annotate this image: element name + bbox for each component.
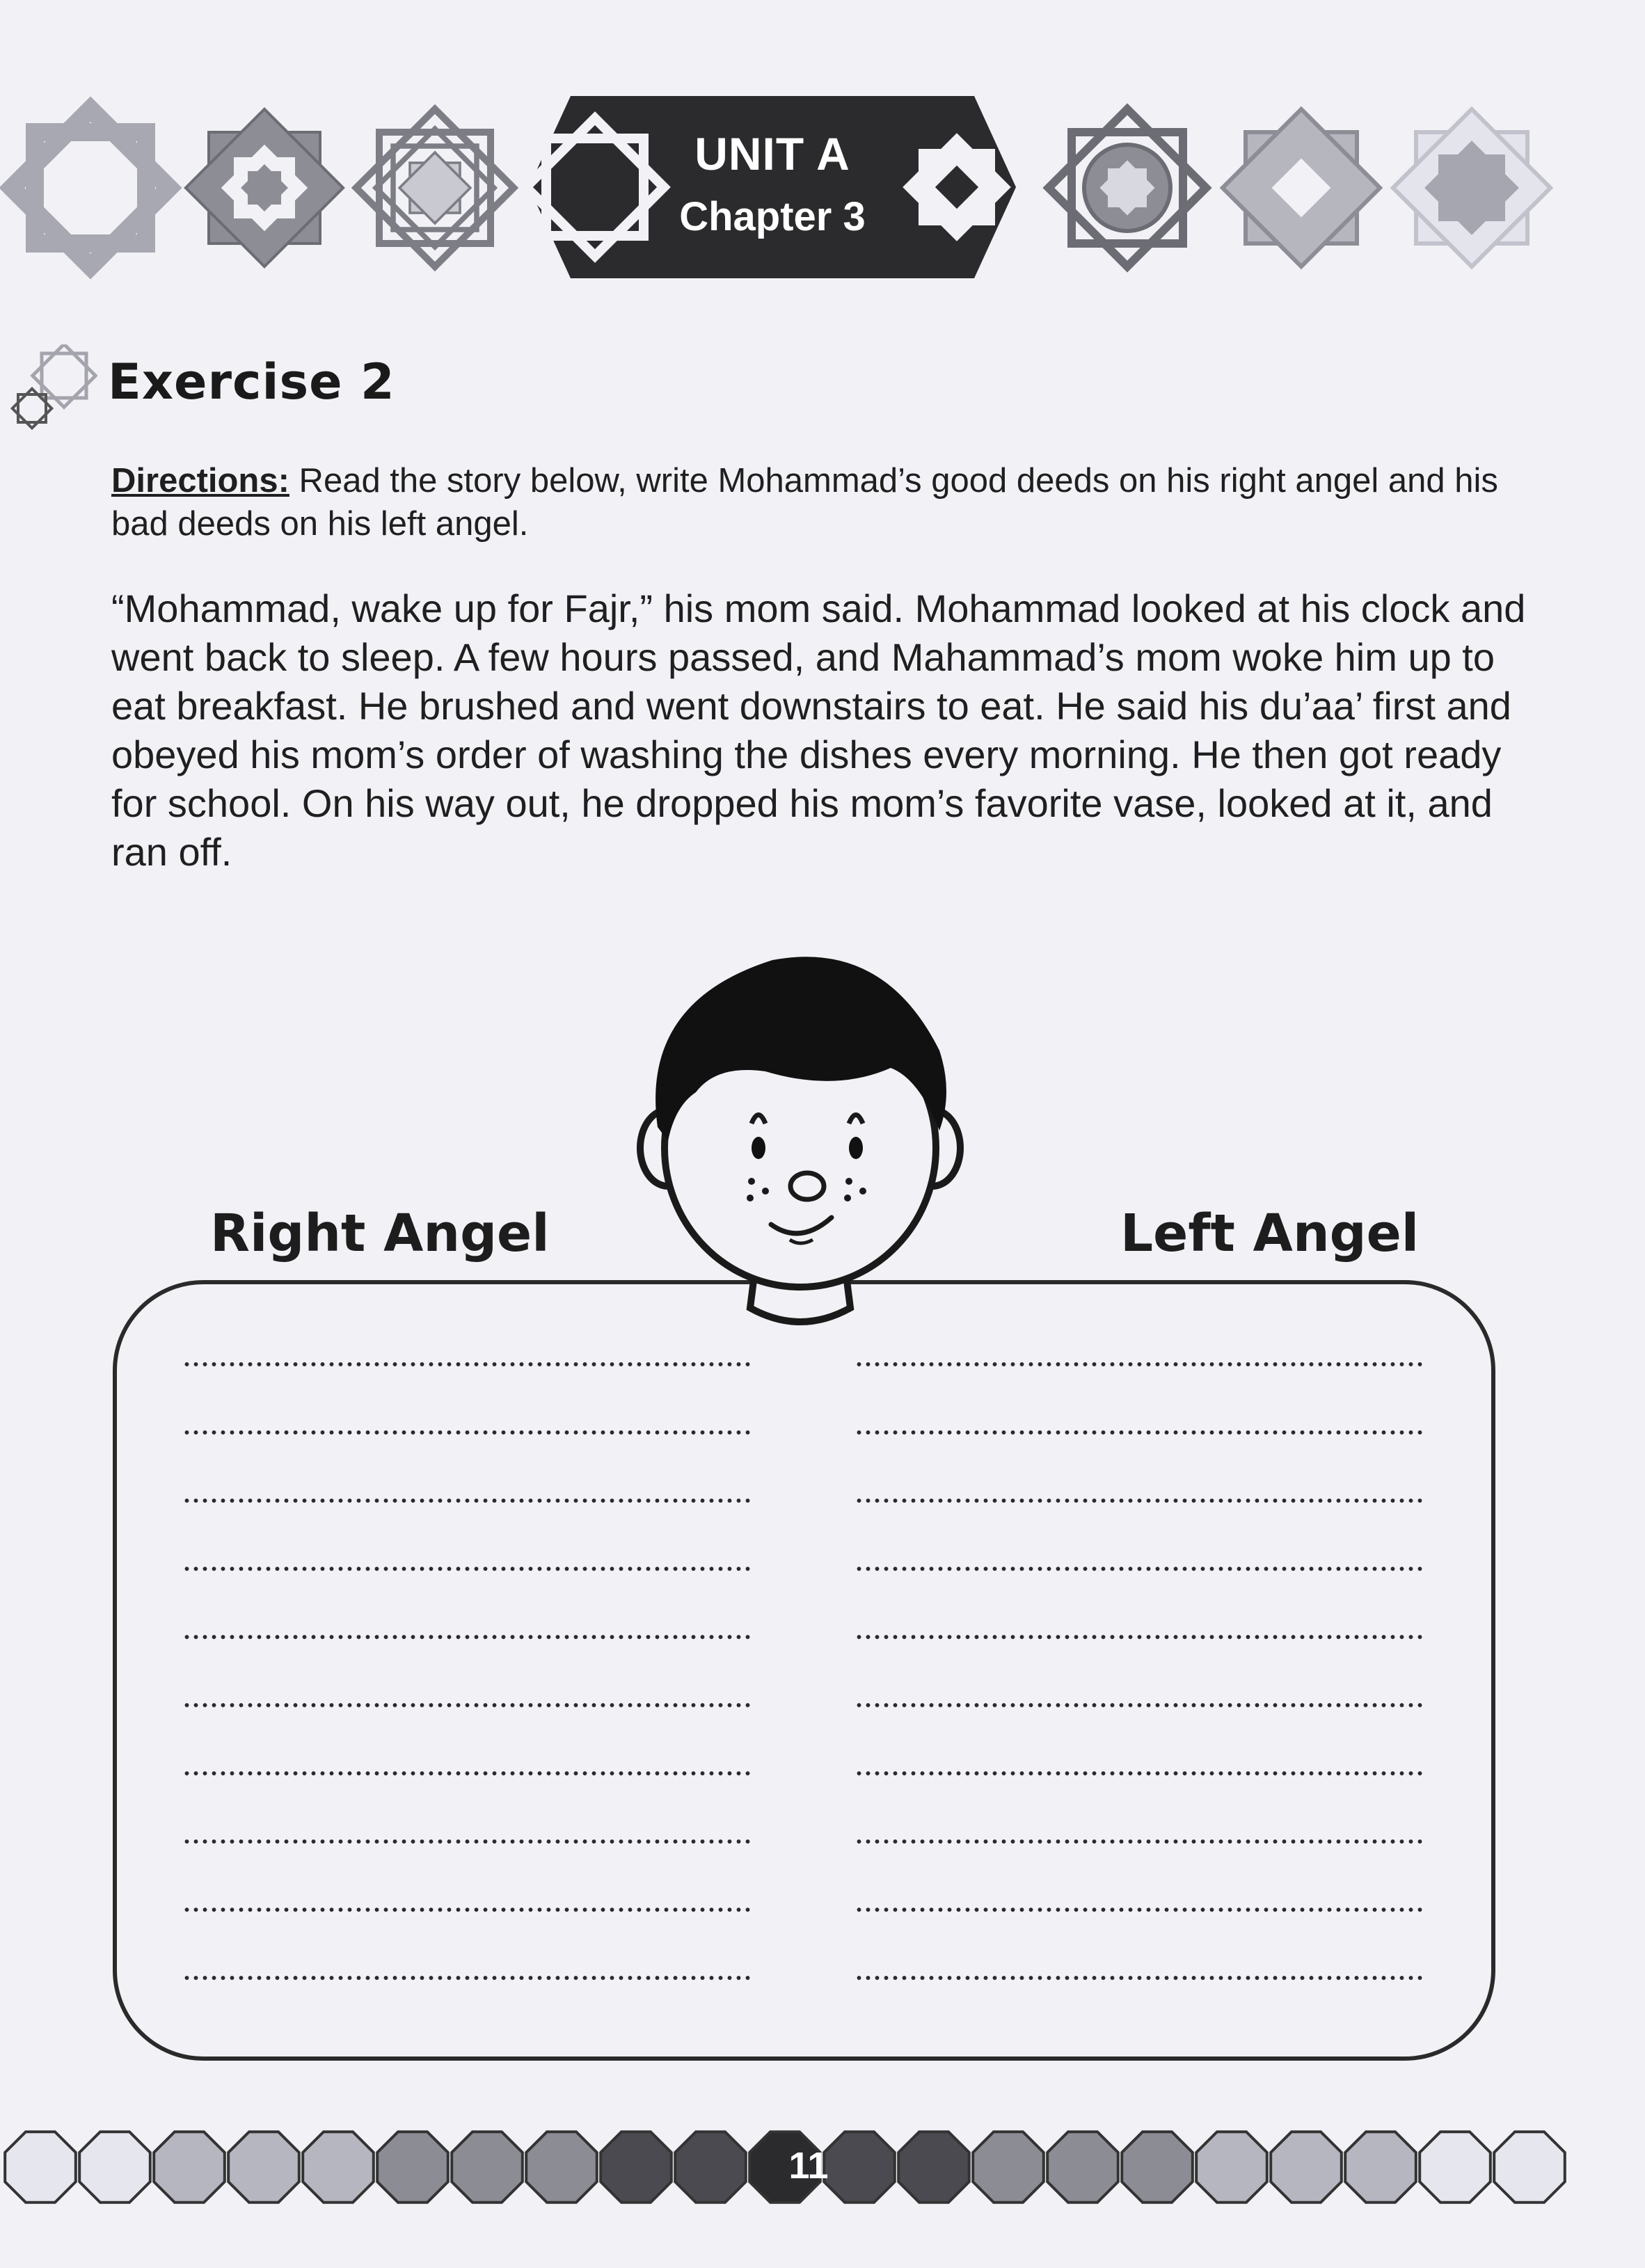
exercise-title: Exercise 2 [108,353,395,410]
star-ornament-icon [12,109,169,266]
answer-line[interactable] [855,1908,1424,1912]
answer-line[interactable] [182,1499,752,1503]
answer-line[interactable] [855,1430,1424,1435]
octagram-icon [7,344,97,435]
octagon-border-icon [898,2132,969,2203]
answer-line[interactable] [855,1771,1424,1775]
answer-line[interactable] [855,1976,1424,1980]
octagon-border-icon [377,2132,448,2203]
octagon-border-icon [154,2132,225,2203]
octagon-border-icon [1345,2132,1416,2203]
octagon-border-icon [675,2132,746,2203]
right-angel-heading: Right Angel [210,1204,550,1263]
unit-chapter-banner [529,96,1016,278]
boy-face-illustration [591,918,1009,1336]
answer-line[interactable] [855,1362,1424,1366]
answer-line[interactable] [182,1703,752,1707]
chapter-label: Chapter 3 [679,194,866,239]
directions-label: Directions: [111,462,289,500]
answer-line[interactable] [855,1499,1424,1503]
answer-line[interactable] [182,1362,752,1366]
answer-line[interactable] [182,1771,752,1775]
answer-line[interactable] [855,1635,1424,1639]
octagon-border-icon [1196,2132,1267,2203]
star-ornament-icon [1223,109,1380,266]
answer-line[interactable] [182,1567,752,1571]
octagon-border-icon [452,2132,523,2203]
page-number: 11 [788,2145,829,2187]
answer-line[interactable] [855,1567,1424,1571]
octagon-border-icon [79,2132,150,2203]
octagon-border-icon [1271,2132,1342,2203]
answer-line[interactable] [182,1976,752,1980]
star-ornament-icon [1393,109,1550,266]
octagon-border-icon [303,2132,374,2203]
octagon-border-icon [601,2132,671,2203]
left-angel-heading: Left Angel [1120,1204,1420,1263]
answer-line[interactable] [855,1839,1424,1844]
right-angel-answer-lines [182,1362,752,2044]
star-ornament-icon [186,109,343,266]
directions-text: Read the story below, write Mohammad’s good deeds on his right angel and his bad deeds on his left angel. [111,462,1498,543]
star-ornament-icon [1049,109,1206,266]
octagon-border-icon [973,2132,1044,2203]
octagon-border-icon [228,2132,299,2203]
unit-label: UNIT A [694,128,850,179]
star-ornament-icon [356,109,514,266]
octagon-border-icon [1420,2132,1491,2203]
octagon-border-icon [526,2132,597,2203]
answer-line[interactable] [182,1839,752,1844]
story-paragraph: “Mohammad, wake up for Fajr,” his mom said. Mohammad looked at his clock and went back to sleep. A few hours passed, and Mahammad’s mom woke him up to eat breakfast. He brushed and went downstairs to eat. He said his du’aa’ first and obeyed his mom’s order of washing the dishes every morning. He then got ready for school. On his way out, he dropped his mom’s favorite vase, looked at it, and ran off. [111,586,1526,874]
octagon-border-icon [1494,2132,1565,2203]
answer-line[interactable] [182,1908,752,1912]
answer-line[interactable] [182,1430,752,1435]
answer-line[interactable] [855,1703,1424,1707]
octagon-border-icon [5,2132,76,2203]
octagon-border-icon [1122,2132,1193,2203]
octagon-border-icon [1047,2132,1118,2203]
directions [111,459,1531,545]
left-angel-answer-lines [855,1362,1424,2044]
answer-line[interactable] [182,1635,752,1639]
